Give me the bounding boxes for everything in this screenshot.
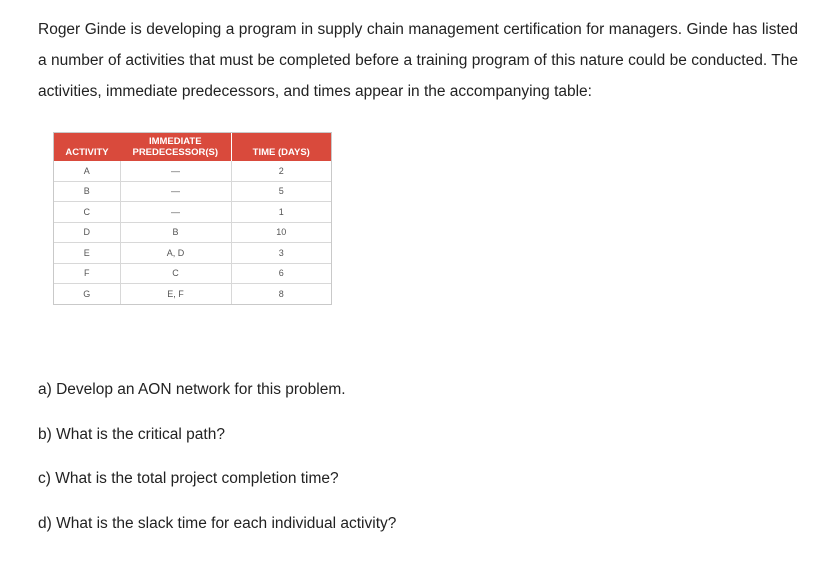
cell-activity: B — [54, 181, 120, 202]
question-d: d) What is the slack time for each individual activity? — [38, 514, 397, 532]
table-row — [54, 161, 331, 181]
cell-predecessors: — — [120, 202, 231, 223]
cell-predecessors: C — [120, 263, 231, 284]
cell-time: 10 — [231, 222, 331, 243]
cell-activity: F — [54, 263, 120, 284]
cell-predecessors: — — [120, 181, 231, 202]
table-header-row — [54, 133, 331, 161]
activity-table — [53, 132, 332, 305]
cell-time: 5 — [231, 181, 331, 202]
header-predecessors-line2: PREDECESSOR(S) — [132, 147, 218, 158]
cell-activity: D — [54, 222, 120, 243]
cell-predecessors: A, D — [120, 243, 231, 264]
header-time: TIME (DAYS) — [231, 133, 331, 161]
table-row — [54, 222, 331, 243]
cell-activity: E — [54, 243, 120, 264]
table-row — [54, 202, 331, 223]
table-row — [54, 243, 331, 264]
question-c: c) What is the total project completion time? — [38, 470, 339, 487]
cell-activity: A — [54, 161, 120, 181]
activity-table-grid — [54, 133, 331, 304]
table-row — [54, 181, 331, 202]
cell-predecessors: B — [120, 222, 231, 243]
question-list — [38, 378, 396, 556]
cell-time: 6 — [231, 263, 331, 284]
cell-time: 1 — [231, 202, 331, 223]
question-b: b) What is the critical path? — [38, 425, 225, 443]
table-row — [54, 263, 331, 284]
cell-time: 3 — [231, 243, 331, 264]
question-a: a) Develop an AON network for this problem. — [38, 381, 346, 398]
cell-time: 2 — [231, 161, 331, 181]
table-row — [54, 284, 331, 304]
header-activity: ACTIVITY — [65, 147, 109, 158]
cell-activity: C — [54, 202, 120, 223]
header-predecessors-line1: IMMEDIATE — [148, 136, 202, 147]
header-predecessors — [120, 133, 231, 161]
cell-predecessors: — — [120, 161, 231, 181]
cell-time: 8 — [278, 288, 284, 299]
problem-statement: Roger Ginde is developing a program in supply chain management certification for managers. Ginde has listed a number of activities that must be completed before a training program of this nature could be conducted. The activities, immediate predecessors, and times appear in the accompanying table: — [38, 21, 798, 100]
cell-activity: G — [83, 288, 91, 299]
cell-predecessors: E, F — [120, 284, 231, 304]
